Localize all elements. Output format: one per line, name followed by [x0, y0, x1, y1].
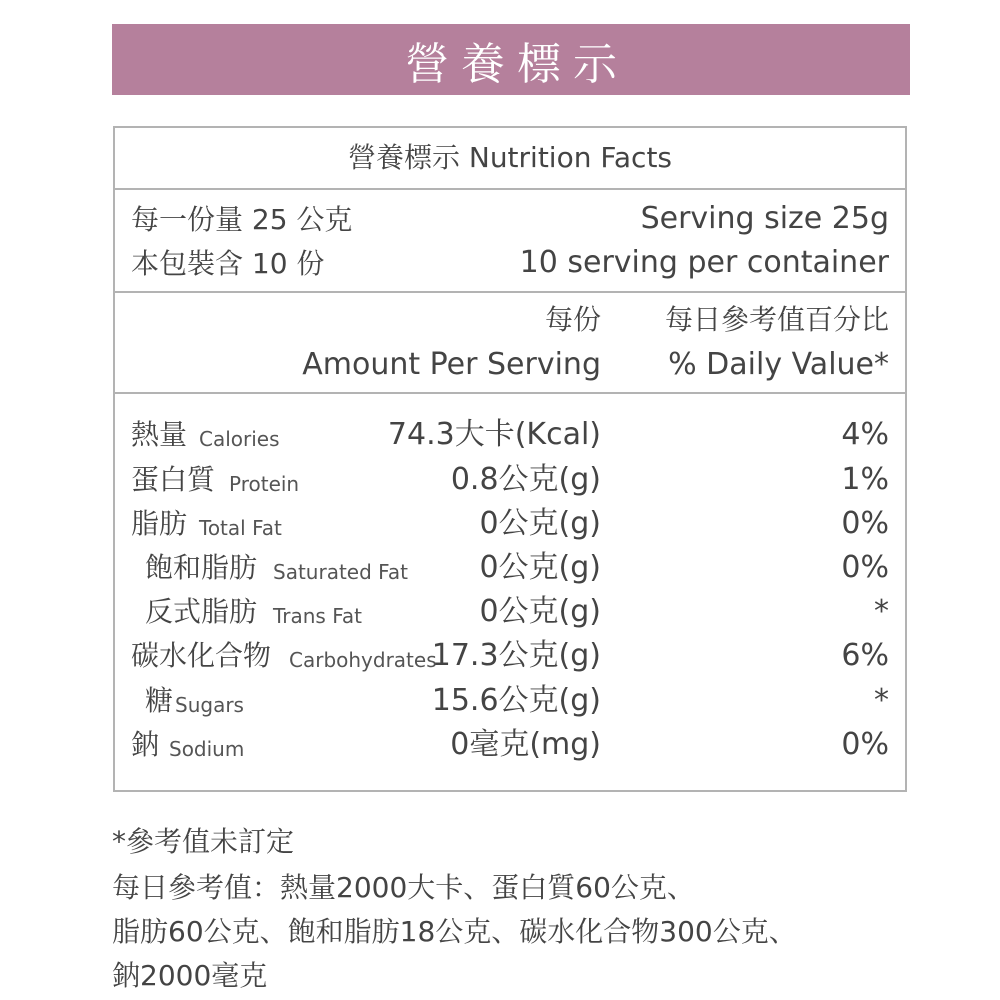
nutrient-daily-value: 4% — [841, 417, 889, 452]
table-title: 營養標示 Nutrition Facts — [347, 141, 673, 174]
nutrient-name-zh: 鈉 — [131, 728, 160, 761]
nutrient-name-en: Saturated Fat — [273, 560, 408, 584]
nutrient-daily-value: * — [874, 594, 889, 629]
nutrient-name-zh: 飽和脂肪 — [145, 551, 258, 584]
footnote-line: 脂肪60公克、飽和脂肪18公克、碳水化合物300公克、 — [112, 915, 797, 948]
nutrient-amount: 0毫克(mg) — [450, 727, 601, 762]
nutrient-name-zh: 熱量 — [131, 418, 188, 451]
footnote-line: 鈉2000毫克 — [112, 959, 268, 992]
nutrient-name-en: Carbohydrates — [289, 648, 437, 672]
footnote-line: *參考值未訂定 — [112, 825, 295, 858]
nutrient-amount: 15.6公克(g) — [431, 683, 601, 718]
servings-per-container-zh: 本包裝含 10 份 — [131, 247, 325, 280]
nutrient-name-en: Sugars — [175, 693, 244, 717]
daily-value-label-en: % Daily Value* — [668, 347, 889, 382]
nutrient-daily-value: 0% — [841, 550, 889, 585]
nutrient-name-en: Calories — [199, 427, 280, 451]
serving-size-zh: 每一份量 25 公克 — [131, 203, 353, 236]
nutrient-amount: 0.8公克(g) — [450, 462, 601, 497]
banner-title: 營養標示 — [405, 38, 629, 90]
servings-per-container-en: 10 serving per container — [519, 245, 889, 280]
nutrient-name-zh: 蛋白質 — [131, 463, 216, 496]
nutrient-name-zh: 反式脂肪 — [145, 595, 258, 628]
nutrient-amount: 0公克(g) — [479, 506, 601, 541]
title-banner — [112, 24, 910, 95]
nutrient-amount: 0公克(g) — [479, 594, 601, 629]
per-serving-label-en: Amount Per Serving — [302, 347, 601, 382]
nutrition-facts-table — [113, 126, 907, 792]
nutrient-name-zh: 碳水化合物 — [131, 639, 272, 672]
nutrient-daily-value: 0% — [841, 506, 889, 541]
serving-size-en: Serving size 25g — [640, 201, 889, 236]
nutrient-name-en: Trans Fat — [273, 604, 362, 628]
nutrient-daily-value: 0% — [841, 727, 889, 762]
per-serving-label-zh: 每份 — [544, 303, 601, 336]
nutrient-amount: 17.3公克(g) — [431, 638, 601, 673]
nutrient-name-zh: 糖 — [145, 684, 174, 717]
nutrient-amount: 0公克(g) — [479, 550, 601, 585]
nutrient-daily-value: 6% — [841, 638, 889, 673]
nutrient-name-en: Sodium — [169, 737, 245, 761]
nutrient-daily-value: * — [874, 683, 889, 718]
divider — [115, 392, 905, 394]
nutrient-daily-value: 1% — [841, 462, 889, 497]
nutrient-name-en: Total Fat — [199, 516, 282, 540]
divider — [115, 188, 905, 190]
nutrient-name-en: Protein — [229, 472, 300, 496]
footnote-line: 每日參考值：熱量2000大卡、蛋白質60公克、 — [112, 871, 695, 904]
nutrient-amount: 74.3大卡(Kcal) — [387, 417, 601, 452]
divider — [115, 291, 905, 293]
nutrient-name-zh: 脂肪 — [131, 507, 188, 540]
daily-value-label-zh: 每日參考值百分比 — [664, 303, 889, 336]
